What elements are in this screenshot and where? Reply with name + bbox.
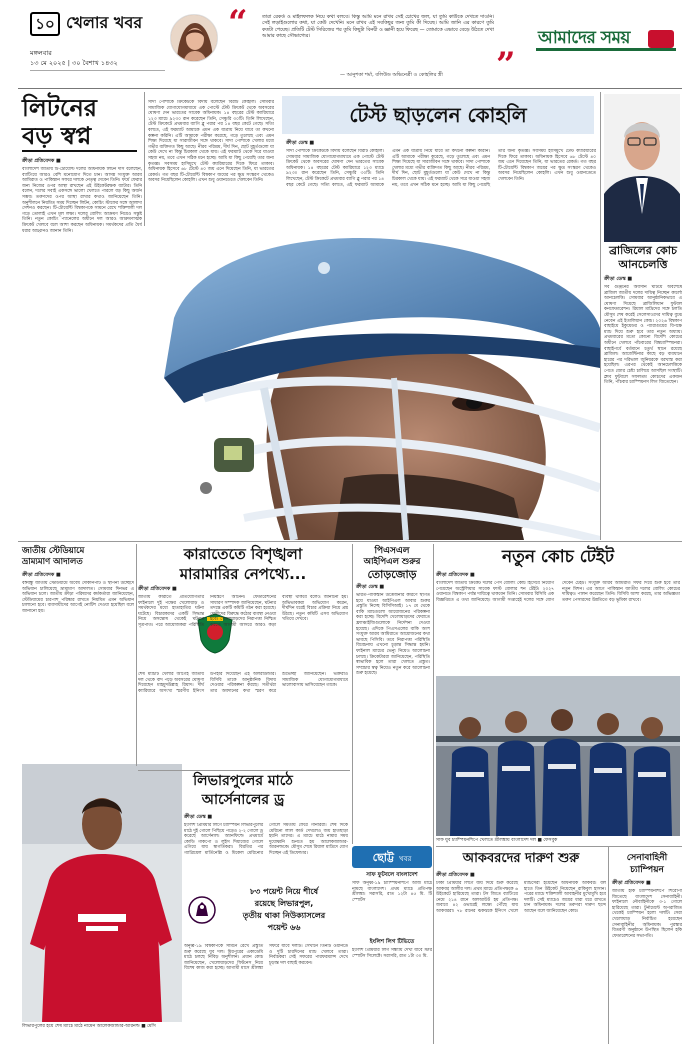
points-callout	[184, 882, 348, 938]
sena-body: জাতীয় হকি চ্যাম্পিয়নশিপে শিরোপা জিতেছে বাংলাদেশ সেনাবাহিনী। ফাইনালে নৌবাহিনীকে ৩-১ গোলে হারিয়েছে তারা। টুর্নামেন্টে অপরাজিত থেকেই চ্যাম্পিয়ন হলো দলটি। সেরা খেলোয়াড় নির্বাচিত হয়েছেন সেনাবাহিনীর অধিনায়ক। পুরস্কার বিতরণী অনুষ্ঠানে উপস্থিত ছিলেন হকি ফেডারেশনের সভাপতি।	[612, 889, 682, 939]
page-number: ১০	[35, 15, 55, 33]
section-divider	[18, 541, 682, 542]
liton-body: বাংলাদেশ জাতীয় টি-টোয়েন্টি দলের অধিনায়ক লিটন দাস বলেছেন, ব্যাটিংয়ে আরও বেশি মনোযোগ দিতে চান। আসন্ন সংযুক্ত আরব আমিরাত ও পাকিস্তান সফরে দলকে নেতৃত্ব দেবেন তিনি। ফর্মে ফেরার জন্য নিজের ওপর আস্থা রাখছেন এই উইকেটরক্ষক ব্যাটার। তিনি বলেন, দলের সবাই একসঙ্গে ভালো খেলতে পারলে বড় কিছু অর্জন সম্ভব। তরুণদের ওপর আস্থা রাখার কথাও জানিয়েছেন তিনি। অনুশীলনে নিয়মিত সময় দিচ্ছেন লিটন, কোচিং স্টাফের সঙ্গে আলাদা সেশনও করছেন। টি-টোয়েন্টি বিশ্বকাপকে সামনে রেখে শক্তিশালী দল গড়ে তোলাই এখন মূল লক্ষ্য। দলের বোলিং আক্রমণ নিয়েও সন্তুষ্ট তিনি। নতুন কোচিং প্যানেলের অধীনে দল আরও আক্রমণাত্মক ক্রিকেট খেলবে বলে আশা করছেন অধিনায়ক। সমর্থকদের প্রতি ধৈর্য ধরার আহ্বানও জানান তিনি।	[22, 167, 142, 234]
team-photo-caption: সাফ যুব চ্যাম্পিয়নশিপে খেলতে শ্রীলঙ্কায় বাংলাদেশ দল ■ ফেসবুক	[436, 838, 558, 843]
kohli-photo	[144, 228, 600, 540]
akbar-body: ঢাকা প্রিমিয়ার লিগে জয় দিয়ে শুরু করেছে আকবর আলীর দল। প্রথম ম্যাচে প্রতিপক্ষকে ৬ উইকেটে হারিয়েছে তারা। টস জিতে ব্যাটিংয়ে নেমে ২১৪ রানে অলআউট হয় প্রতিপক্ষ। জবাবে ৪২ ওভারেই লক্ষ্যে পৌঁছে যায় আকবররা। ৭৮ রানের ঝকঝকে ইনিংস খেলে ম্যাচসেরা হয়েছেন অধিনায়ক আকবর। বল হাতে তিন উইকেট নিয়েছেন রাকিবুল হাসান। পরের ম্যাচে শক্তিশালী আবাহনীর মুখোমুখি হবে দলটি। সেই ম্যাচেও জয়ের ধারা ধরে রাখতে চান অধিনায়ক। দলের তরুণরা দারুণ ছন্দে আছেন বলে জানিয়েছেন কোচ।	[436, 881, 606, 914]
points-text	[222, 886, 346, 934]
points-line4: পয়েন্ট ৬৬	[267, 923, 301, 932]
masthead-rule	[30, 70, 165, 71]
sena-headline-line2: চ্যাম্পিয়ন	[630, 865, 664, 875]
new-coach-headline: নতুন কোচ টেইট	[501, 547, 615, 567]
sena-headline-line1: সেনাবাহিনী	[626, 853, 668, 863]
page-number-box	[30, 12, 60, 36]
date-line: ১৩ মে ২০২৫ | ৩০ বৈশাখ ১৪৩২	[30, 59, 118, 67]
ancelotti-body: সব গুঞ্জনের অবসান ঘটিয়ে অবশেষে ব্রাজিল জাতীয় দলের দায়িত্ব নিচ্ছেন কার্লো আনচেলত্তি। সোমবার আনুষ্ঠানিকভাবে এ ঘোষণা দিয়েছে ব্রাজিলিয়ান ফুটবল কনফেডারেশন। রিয়াল মাদ্রিদের সঙ্গে চলতি মৌসুম শেষ করেই সেলেসাওদের দায়িত্ব বুঝে নেবেন এই ইতালিয়ান কোচ। ২০২৬ বিশ্বকাপ বাছাইয়ে ইকুয়েডর ও প্যারাগুয়ের বিপক্ষে ম্যাচ দিয়ে শুরু হবে তার নতুন অধ্যায়। প্রথমবারের মতো কোনো বিদেশি কোচের অধীনে খেলবে পাঁচবারের বিশ্বচ্যাম্পিয়নরা। বাছাইপর্বে বর্তমানে চতুর্থ স্থানে রয়েছে ব্রাজিল। আর্জেন্টিনার কাছে বড় ব্যবধানে হারের পর দরিভাল জুনিয়রকে বরখাস্ত করা হয়েছিল। এরপর থেকেই আনচেলত্তিকে পেতে জোর চেষ্টা চালিয়ে আসছিল সংস্থাটি। ক্লাব ফুটবলে সফলতম কোচদের একজন তিনি, পাঁচবার চ্যাম্পিয়নস লিগ জিতেছেন।	[604, 285, 682, 386]
kohli-body-left	[148, 100, 274, 224]
liverpool-byline: ক্রীড়া ডেস্ক ■	[184, 814, 213, 820]
stadium-body: বঙ্গবন্ধু জাতীয় স্টেডিয়ামে অবৈধ দোকানপাট ও স্থাপনা উচ্ছেদে অভিযান চালিয়েছে ভ্রাম্যমাণ আদালত। সোমবার দিনভর এ অভিযান চলে। জাতীয় ক্রীড়া পরিষদের কর্মকর্তারা জানিয়েছেন, স্টেডিয়ামের চারপাশ পরিষ্কার রাখতে নিয়মিত এমন অভিযান চালানো হবে। ব্যবসায়ীদের আগেই নোটিশ দেওয়া হয়েছিল বলে জানানো হয়।	[22, 581, 134, 614]
liverpool-article-top	[138, 672, 348, 768]
stadium-headline-line1: জাতীয় স্টেডিয়ামে	[22, 546, 85, 556]
chhoto-item2-title: ইংলিশ লিগ টিভিতে	[369, 939, 415, 945]
liton-headline	[22, 94, 137, 152]
psl-headline-line2: তোড়জোড়	[367, 568, 417, 581]
liverpool-headline-line1: লিভারপুলের মাঠে	[193, 773, 293, 789]
karate-byline: ক্রীড়া প্রতিবেদক ■	[138, 586, 177, 592]
ancelotti-byline: ক্রীড়া ডেস্ক ■	[604, 276, 633, 282]
liton-headline-line2: বড় স্বপ্ন	[22, 122, 137, 152]
points-line3: তৃতীয় থাকা নিউক্যাসলের	[242, 911, 326, 920]
karate-headline-line2: মারামারির নেপথ্যে...	[179, 565, 307, 583]
liverpool-caption: লিভারপুলের হয়ে শেষ ম্যাচে মাঠে নামেন আলেকজান্ডার-আরনল্ড ■ মেসি	[22, 1024, 156, 1029]
stadium-headline-line2: ভ্রাম্যমাণ আদালত	[22, 557, 83, 567]
new-coach-body: বাংলাদেশ জাতীয় ক্রিকেট দলের পেস বোলিং কোচ হিসেবে নিয়োগ পেয়েছেন অস্ট্রেলিয়ার সাবেক ফাস্ট বোলার শন টেইট। ২০২৭ ওয়ানডে বিশ্বকাপ পর্যন্ত দায়িত্বে থাকবেন তিনি। সোমবার বিসিবি এক বিজ্ঞপ্তিতে এ তথ্য জানিয়েছে। আগামী সপ্তাহেই দলের সঙ্গে যোগ দেবেন টেইট। সংযুক্ত আরব আমিরাত সফর দিয়ে শুরু হবে তার নতুন মিশন। এর আগে পাকিস্তান জাতীয় দলের বোলিং কোচের দায়িত্বও পালন করেছেন তিনি। বিসিবি আশা করছে, তার অভিজ্ঞতা তরুণ পেসারদের উন্নতিতে বড় ভূমিকা রাখবে।	[436, 581, 680, 603]
psl-body: ভারত-পাকিস্তান উত্তেজনার কারণে স্থগিত হয়ে যাওয়া আইপিএল আবার শুরুর প্রস্তুতি নিচ্ছে বিসিসিআই। ১৭ মে থেকে বাকি ম্যাচগুলো আয়োজনের পরিকল্পনা করা হচ্ছে। বিদেশি খেলোয়াড়দের ফেরাতে ফ্র্যাঞ্চাইজিগুলোকে নির্দেশনা দেওয়া হয়েছে। এদিকে পিএসএলের বাকি অংশ সংযুক্ত আরব আমিরাতে আয়োজনের কথা ভাবছে পিসিবি। তবে নিরাপত্তা পরিস্থিতি বিবেচনায় এখনো চূড়ান্ত সিদ্ধান্ত হয়নি। ফাইনাল ম্যাচের ভেন্যু নিয়েও আলোচনা চলছে। ক্রিকেটাররা জানিয়েছেন, পরিস্থিতি স্বাভাবিক হলে তারা খেলতে প্রস্তুত। সম্প্রচার স্বত্ব নিয়েও নতুন করে আলোচনা শুরু হয়েছে।	[356, 593, 430, 677]
psl-article	[356, 584, 430, 844]
psl-kicker: পিএসএল	[374, 546, 410, 556]
points-line1: ৮৩ পয়েন্ট নিয়ে শীর্ষে	[249, 887, 319, 896]
liverpool-player-photo	[22, 764, 182, 1022]
psl-byline: ক্রীড়া ডেস্ক ■	[356, 584, 385, 590]
akbar-byline: ক্রীড়া প্রতিবেদক ■	[436, 872, 475, 878]
row-rule	[436, 846, 682, 847]
chhoto-item1-title: সাফ ফুটবলে বাংলাদেশ	[366, 872, 418, 878]
quote-close-icon: ”	[496, 45, 516, 85]
sena-article	[612, 880, 682, 1044]
akbar-article	[436, 872, 606, 1044]
column-rule	[352, 544, 353, 844]
chhoto-item1-body: সাফ অনূর্ধ্ব-১৯ চ্যাম্পিয়নশিপে আজ মাঠে নামছে বাংলাদেশ। প্রথম ম্যাচে প্রতিপক্ষ শ্রীলঙ্কা। সরাসরি, রাত ১২টা ৪৫ মি. টি স্পোর্টস	[352, 881, 432, 903]
newspaper-logo	[536, 28, 676, 54]
new-coach-article	[436, 572, 680, 672]
ancelotti-headline-line2: আনচেলত্তি	[618, 258, 668, 271]
column-rule	[433, 544, 434, 1044]
team-photo	[436, 676, 680, 836]
liton-article	[22, 158, 142, 536]
kohli-headline-box	[282, 96, 594, 134]
section-title: খেলার খবর	[66, 13, 143, 32]
stadium-headline	[22, 546, 134, 568]
psl-headline	[356, 546, 428, 581]
quote-open-icon: “	[228, 3, 248, 43]
karate-article	[138, 586, 348, 668]
kohli-body-left-text: সাদা পোশাকে ক্রিকেটকে বিদায় বলেছেন বিরাট কোহলি। সোমবার সামাজিক যোগাযোগমাধ্যমে এক পোস্টে টেস্ট ক্রিকেট থেকে অবসরের ঘোষণা দেন ভারতের সাবেক অধিনায়ক। ১৪ বছরের টেস্ট ক্যারিয়ারে ১২৩ ম্যাচে ৯২৩০ রান করেছেন তিনি, সেঞ্চুরি ৩০টি। তিনি লিখেছেন, টেস্ট ক্রিকেটে প্রথমবার ব্যাগি ব্লু পরার পর ১৪ বছর কেটে গেছে। সত্যি বলতে, এই ফরম্যাট আমাকে এমন এক যাত্রায় নিয়ে যাবে তা কখনো কল্পনা করিনি। এটি আমাকে পরীক্ষা করেছে, গড়ে তুলেছে এবং এমন শিক্ষা দিয়েছে যা সারাজীবন সঙ্গে থাকবে। সাদা পোশাকে খেলার মধ্যে গভীর ব্যক্তিগত কিছু আছে। নীরব পরিশ্রম, দীর্ঘ দিন, ছোট মুহূর্তগুলো যা কেউ দেখে না কিন্তু চিরকাল থেকে যায়। এই ফরম্যাট থেকে সরে যাওয়া সহজ নয়, তবে এখন সঠিক মনে হচ্ছে। আমি যা কিছু পেয়েছি তার জন্য কৃতজ্ঞ। সবসময় হাসিমুখে টেস্ট ক্যারিয়ারের দিকে ফিরে তাকাব। অধিনায়ক হিসেবে ৬৮ টেস্টে ৪০ জয় এনে দিয়েছেন তিনি, যা ভারতের রেকর্ড। গত বছর টি-টোয়েন্টি বিশ্বকাপ জয়ের পর ক্ষুদ্র সংস্করণ থেকেও অবসর নিয়েছিলেন কোহলি। এখন শুধু ওয়ানডেতে খেলবেন তিনি।	[148, 100, 274, 184]
chhoto-khobor-box	[352, 846, 432, 1042]
new-coach-byline: ক্রীড়া প্রতিবেদক ■	[436, 572, 475, 578]
liton-byline: ক্রীড়া প্রতিবেদক ■	[22, 158, 61, 164]
kohli-headline: টেস্ট ছাড়লেন কোহলি	[349, 103, 527, 127]
kohli-byline: ক্রীড়া ডেস্ক ■	[286, 140, 315, 146]
liverpool-body: ইংলিশ প্রিমিয়ার লিগে চ্যাম্পিয়ন লিভারপুলের মাঠে দুই গোলে পিছিয়ে পড়েও ২-২ গোলে ড্র করেছে আর্সেনাল। অ্যানফিল্ডে প্রথমার্ধে কোডি গাকপো ও লুইস দিয়াজের গোলে এগিয়ে যায় স্বাগতিকরা। বিরতির পর গ্যাব্রিয়েল মার্তিনেল্লি ও মিকেল মেরিনোর গোলে সমতায় ফেরে গানাররা। শেষ দিকে মেরিনো লাল কার্ড দেখলেও জয় হাতছাড়া হয়নি তাদের। এ ম্যাচে মাঠে নামার সময় দুয়োধ্বনি শুনতে হয় আলেকজান্ডার-আরনল্ডকে। মৌসুম শেষে রিয়াল মাদ্রিদে যোগ দিচ্ছেন এই ডিফেন্ডার।	[184, 823, 348, 856]
karate-headline-line1: কারাতেতে বিশৃঙ্খলা	[183, 545, 303, 563]
premier-league-icon	[188, 896, 216, 924]
masthead-divider	[18, 88, 682, 89]
column-rule	[608, 846, 609, 1044]
row-rule	[138, 770, 350, 771]
column-rule	[600, 92, 601, 540]
masthead	[0, 0, 700, 88]
sena-byline: ক্রীড়া প্রতিবেদক ■	[612, 880, 651, 886]
akbar-headline: আকবরদের দারুণ শুরু	[462, 851, 580, 866]
karate-body: জাতীয় কারাতে প্রতিযোগিতার ফাইনালে দুই পক্ষের খেলোয়াড় ও সমর্থকদের মধ্যে হাতাহাতির ঘটনা ঘটেছে। বিচারকদের একটি সিদ্ধান্ত নিয়ে অসন্তোষ থেকেই ঘটনার সূত্রপাত। পরে আয়োজকরা পরিস্থিতি নিয়ন্ত্রণে আনেন। ফেডারেশনের সাধারণ সম্পাদক জানিয়েছেন, ঘটনার তদন্তে একটি কমিটি গঠন করা হয়েছে। দোষীদের বিরুদ্ধে কঠোর ব্যবস্থা নেওয়া হবে। খেলোয়াড়দের নিরাপত্তা নিশ্চিত করতে আগামী আসরে আরও কড়া ব্যবস্থা থাকবে বলেও জানানো হয়। অভিভাবকরা অভিযোগ করেন, দীর্ঘদিন ধরেই বিচার প্রক্রিয়া নিয়ে প্রশ্ন উঠছে। নতুন কমিটি এসব অভিযোগ খতিয়ে দেখবে।	[138, 595, 348, 628]
kohli-body: সাদা পোশাকে ক্রিকেটকে বিদায় বলেছেন বিরাট কোহলি। সোমবার সামাজিক যোগাযোগমাধ্যমে এক পোস্টে টেস্ট ক্রিকেট থেকে অবসরের ঘোষণা দেন ভারতের সাবেক অধিনায়ক। ১৪ বছরের টেস্ট ক্যারিয়ারে ১২৩ ম্যাচে ৯২৩০ রান করেছেন তিনি, সেঞ্চুরি ৩০টি। তিনি লিখেছেন, টেস্ট ক্রিকেটে প্রথমবার ব্যাগি ব্লু পরার পর ১৪ বছর কেটে গেছে। সত্যি বলতে, এই ফরম্যাট আমাকে এমন এক যাত্রায় নিয়ে যাবে তা কখনো কল্পনা করিনি। এটি আমাকে পরীক্ষা করেছে, গড়ে তুলেছে এবং এমন শিক্ষা দিয়েছে যা সারাজীবন সঙ্গে থাকবে। সাদা পোশাকে খেলার মধ্যে গভীর ব্যক্তিগত কিছু আছে। নীরব পরিশ্রম, দীর্ঘ দিন, ছোট মুহূর্তগুলো যা কেউ দেখে না কিন্তু চিরকাল থেকে যায়। এই ফরম্যাট থেকে সরে যাওয়া সহজ নয়, তবে এখন সঠিক মনে হচ্ছে। আমি যা কিছু পেয়েছি তার জন্য কৃতজ্ঞ। সবসময় হাসিমুখে টেস্ট ক্যারিয়ারের দিকে ফিরে তাকাব। অধিনায়ক হিসেবে ৬৮ টেস্টে ৪০ জয় এনে দিয়েছেন তিনি, যা ভারতের রেকর্ড। গত বছর টি-টোয়েন্টি বিশ্বকাপ জয়ের পর ক্ষুদ্র সংস্করণ থেকেও অবসর নিয়েছিলেন কোহলি। এখন শুধু ওয়ানডেতে খেলবেন তিনি।	[286, 149, 596, 188]
weekday: মঙ্গলবার	[30, 49, 52, 57]
chhoto-item2-body: ইংলিশ প্রিমিয়ার লিগ সন্ধ্যায় দেখা যাবে স্টার স্পোর্টস সিলেক্টে। সরাসরি, রাত ১টা ৩০ মি.	[352, 948, 432, 959]
chhoto-subtitle: খবর	[399, 855, 412, 863]
avatar	[170, 14, 218, 62]
liton-headline-line1: লিটনের	[22, 94, 97, 122]
chhoto-khobor-header	[352, 846, 432, 868]
quote-author: — আনুশকা শর্মা, বলিউড অভিনেত্রী ও কোহলির স্ত্রী	[340, 72, 443, 78]
karate-headline	[138, 544, 348, 584]
stadium-article	[22, 572, 134, 668]
column-rule	[136, 544, 137, 766]
ancelotti-headline-line1: ব্রাজিলের কোচ	[609, 244, 677, 257]
logo-text: আমাদের সময়	[538, 28, 630, 48]
ancelotti-photo	[604, 94, 680, 242]
quote-text: তারা রেকর্ড ও মাইলফলক নিয়ে কথা বলবে। কিন্তু আমি মনে রাখব সেই চোখের জল, যা তুমি কাউকে দেখতে দাওনি। সেই লড়াইগুলোর কথা, যা কেউ দেখেনি। মনে রাখব এই সবকিছুর জন্য তুমি কী দিয়েছ। আমি জানি এর কারণে তুমি কতটা পেয়েছ। প্রতিটি টেস্ট সিরিজের পর তুমি কিছুটা বিনয়ী ও জ্ঞানী হয়ে ফিরেছ — তোমাকে এভাবে বেড়ে উঠতে দেখা আমার কাছে সৌভাগ্যের।	[262, 14, 494, 39]
psl-headline-line1: আইপিএল শুরুর	[363, 557, 421, 567]
ancelotti-headline	[604, 244, 682, 272]
sena-headline	[612, 852, 682, 876]
bottom-mid-body: অনূর্ধ্ব-১৯ বিশ্বকাপকে সামনে রেখে প্রস্তুতি শুরু করেছে যুব দল। মিরপুরের একাডেমি মাঠে চলছে নিবিড় অনুশীলন। প্রধান কোচ জানিয়েছেন, খেলোয়াড়দের ফিটনেস নিয়ে বিশেষ কাজ করা হচ্ছে। আগামী মাসে শ্রীলঙ্কা সফরে যাবে দলটি। সেখানে তিনটি ওয়ানডে ও দুটি চারদিনের ম্যাচ খেলবে তারা। নির্বাচকরা সেই সফরের পারফরম্যান্স দেখে চূড়ান্ত দল বাছাই করবেন।	[184, 944, 348, 972]
liverpool-headline-line2: আর্সেনালের ড্র	[201, 792, 285, 808]
chhoto-title: ছোট্ট	[372, 851, 394, 864]
ancelotti-article	[604, 276, 682, 540]
column-rule	[144, 92, 145, 226]
stadium-byline: ক্রীড়া প্রতিবেদক ■	[22, 572, 61, 578]
points-line2: রয়েছে লিভারপুল,	[254, 899, 314, 908]
liverpool-article	[184, 814, 348, 878]
mahmudullah-body: শেষ ম্যাচটি খেলার আগেই জাতীয় দল থেকে বাদ পড়ে অবসরের ঘোষণা দিয়েছেন মাহমুদউল্লাহ রিয়াদ। দীর্ঘ ক্যারিয়ারে অসংখ্য স্মরণীয় ইনিংস উপহার দিয়েছেন এই অলরাউন্ডার। বিসিবি তাকে আনুষ্ঠানিক বিদায় দেওয়ার পরিকল্পনা করছে। সতীর্থরা তার অবদানের কথা স্মরণ করে শুভেচ্ছা জানিয়েছেন। ভক্তরাও সামাজিক যোগাযোগমাধ্যমে ভালোবাসায় ভাসিয়েছেন তাকে।	[138, 672, 348, 694]
